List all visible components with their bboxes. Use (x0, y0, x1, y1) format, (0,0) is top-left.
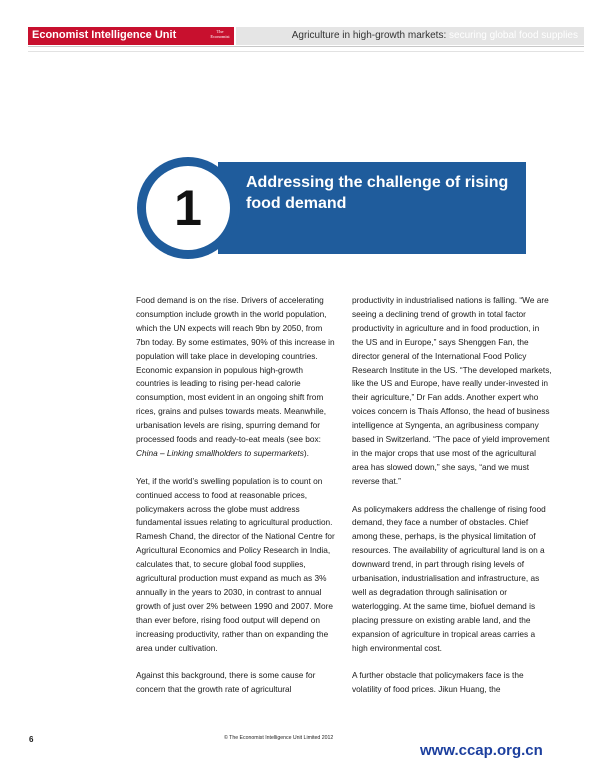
logo-line-2: Economist (210, 34, 230, 39)
report-title-bar (236, 27, 584, 45)
paragraph: productivity in industrialised nations is falling. “We are seeing a declining trend of growth in total factor productivity in agriculture and in food production, in the US and in Europe,” says Shenggen Fan, the director general of the International Food Policy Research Institute in the US. “The developed markets, like the US and Europe, have really under-invested in their agriculture,” Dr Fan adds. Another expert who voices concern is Thaís Affonso, the head of business intelligence at Syngenta, an agribusiness company based in Switzerland. “The pace of yield improvement in the major crops that use most of the agricultural area has slowed down,” she says, “and we must reverse that.” (352, 295, 552, 486)
header-rule (28, 46, 584, 47)
box-reference: China – Linking smallholders to supermarkets (136, 447, 304, 458)
header-rule-secondary (28, 51, 584, 52)
logo-line-1: The (216, 29, 224, 34)
paragraph: A further obstacle that policymakers face is the volatility of food prices. Jikun Huang, the (352, 670, 524, 695)
page-number: 6 (29, 735, 34, 744)
paragraph (136, 294, 337, 461)
report-subtitle: securing global food supplies (446, 30, 578, 41)
paragraph-text-end: ). (303, 447, 309, 458)
watermark-link[interactable]: www.ccap.org.cn (420, 742, 543, 759)
copyright-notice: © The Economist Intelligence Unit Limited 2012 (224, 735, 334, 741)
paragraph: As policymakers address the challenge of rising food demand, they face a number of obstacles. Chief among these, perhaps, is the physical limitation of resources. The availability of agricultural land is on a downward trend, in part through rising levels of urbanisation, industrialisation and infrastructure, as well as degradation through salinisation or waterlogging. At the same time, biofuel demand is placing pressure on existing arable land, and the expansion of agriculture in tropical areas carries a high environmental cost. (352, 503, 546, 653)
publisher-name: Economist Intelligence Unit (32, 29, 177, 41)
chapter-title-line-2: food demand (246, 195, 347, 212)
report-title: Agriculture in high-growth markets: (291, 30, 447, 41)
body-column-right (352, 294, 553, 711)
body-column-left (136, 294, 337, 711)
chapter-title-line-1: Addressing the challenge of rising (246, 174, 509, 191)
paragraph: Against this background, there is some cause for concern that the growth rate of agricultural (136, 670, 316, 695)
chapter-number-badge (137, 157, 239, 259)
chapter-title (246, 172, 521, 214)
paragraph: Yet, if the world’s swelling population is to count on continued access to food at reasonable prices, policymakers across the globe must address fundamental issues relating to agricultural production. Ramesh Chand, the director of the National Centre for Agricultural Economics and Policy Research in India, calculates that, to secure global food supplies, agricultural production must expand as much as 3% annually in the years to 2030, in contrast to annual growth of just over 2% between 1990 and 2007. More than ever before, rising food output will depend on increasing productivity, rather than on expanding the area under cultivation. (136, 475, 335, 653)
publisher-bar (28, 27, 234, 45)
economist-logo (208, 29, 232, 42)
chapter-number: 1 (146, 166, 230, 250)
paragraph-text: Food demand is on the rise. Drivers of accelerating consumption include growth in the world population, which the UN expects will reach 9bn by 2050, from 7bn today. By some estimates, 90% of this increase in population will take place in developing countries. Economic expansion in populous high-growth countries is leading to rising per-head calorie consumption, most evident in an ongoing shift from rices, grains and pulses towards meats. Meanwhile, urbanisation levels are rising, spurring demand for processed foods and ready-to-eat meals (see box: (136, 295, 335, 445)
page-header (28, 27, 584, 45)
